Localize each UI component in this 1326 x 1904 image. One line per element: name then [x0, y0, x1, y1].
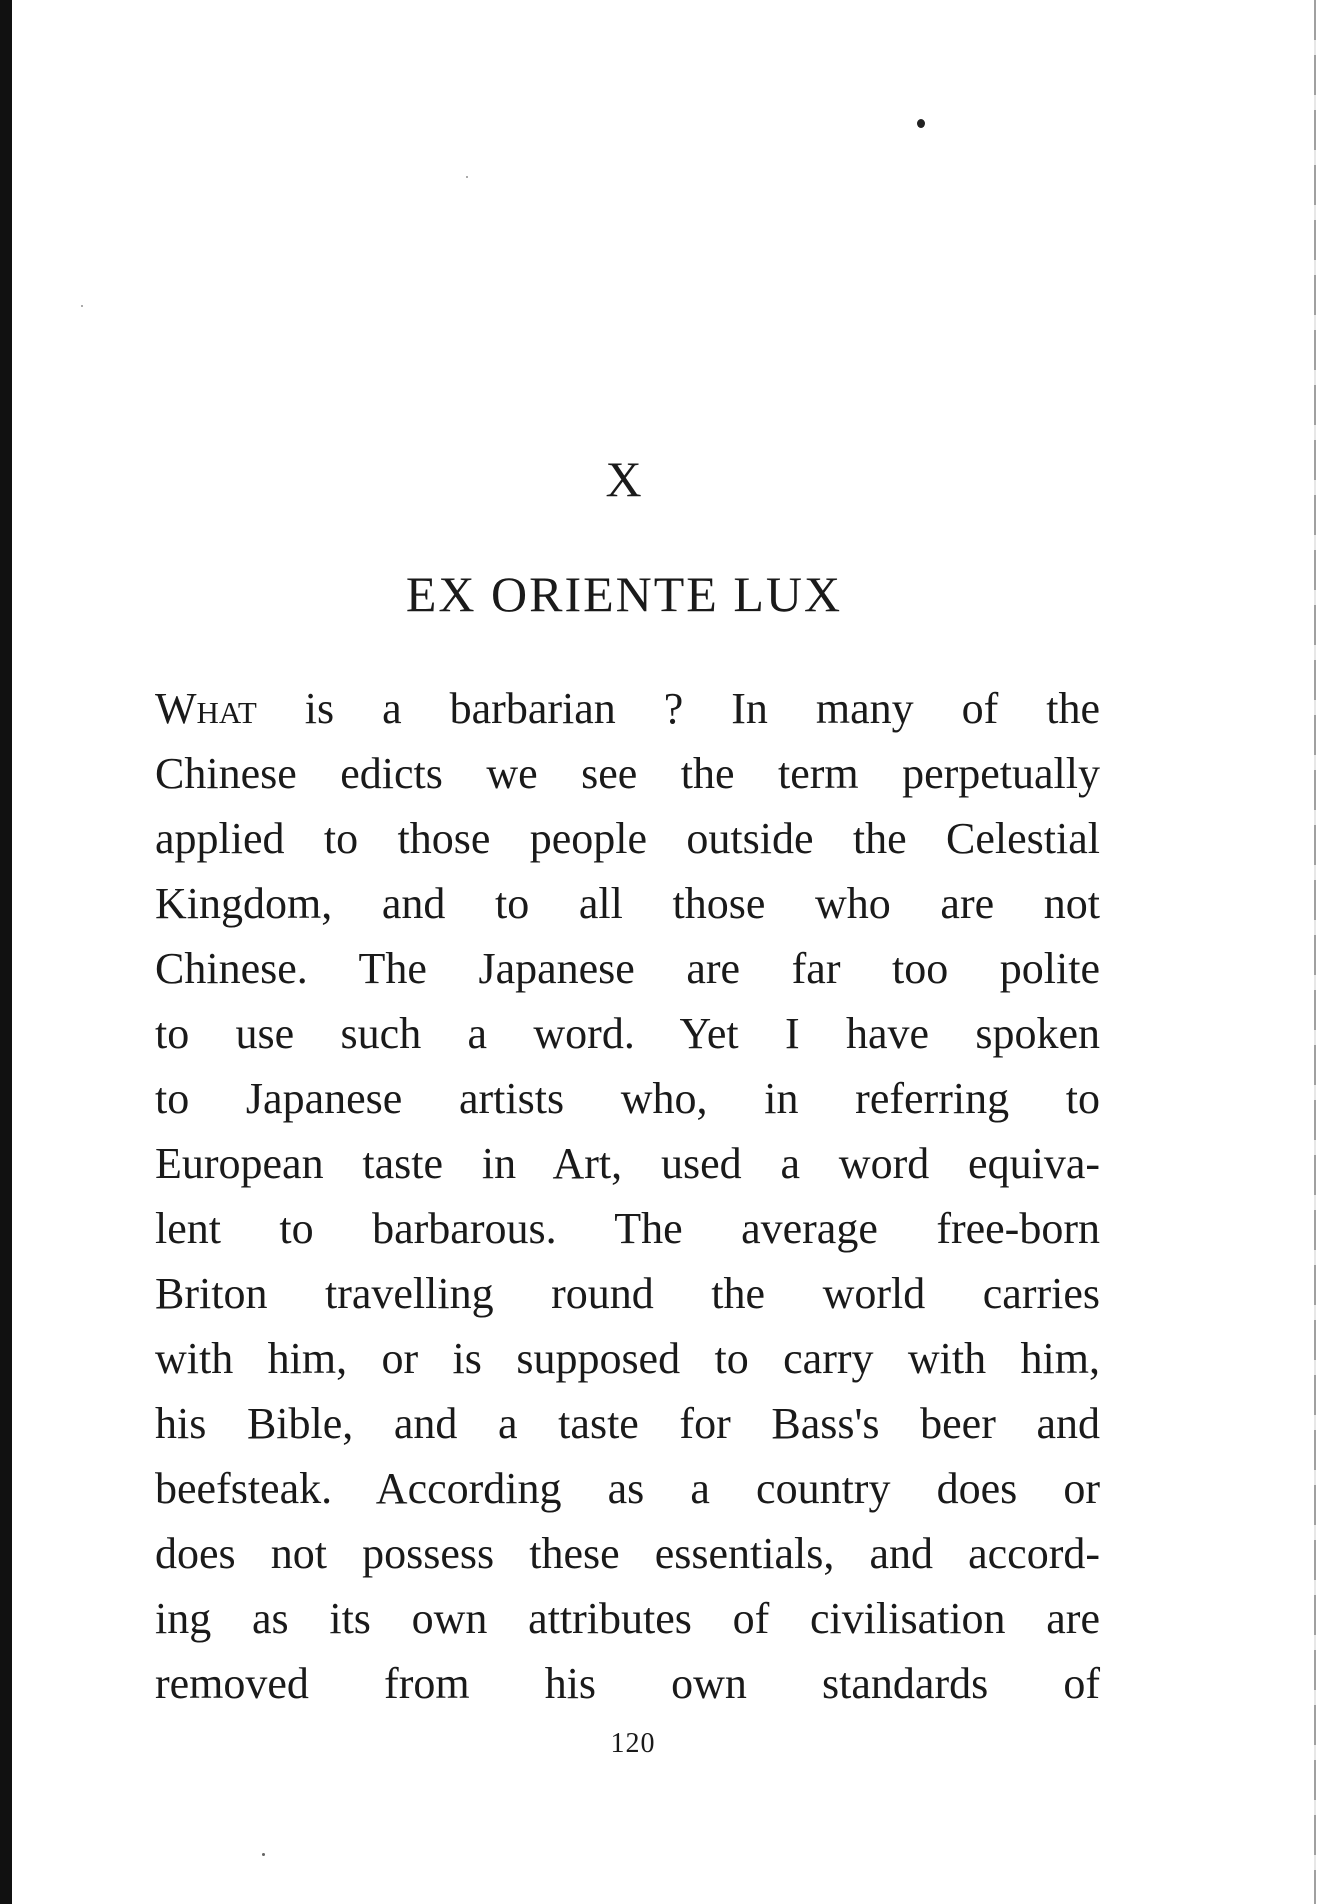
text-line: Briton travelling round the world carries [155, 1269, 1100, 1318]
ink-speck [262, 1853, 265, 1856]
ink-speck [466, 176, 468, 178]
text-line: removed from his own standards of [155, 1659, 1100, 1708]
text-line: European taste in Art, used a word equiva- [155, 1139, 1100, 1188]
ink-speck [917, 119, 925, 128]
text-line: Chinese edicts we see the term perpetually [155, 749, 1100, 798]
text-line: with him, or is supposed to carry with him, [155, 1334, 1100, 1383]
text-line-content: is a barbarian ? In many of the [256, 684, 1100, 733]
page-right-edge [1314, 0, 1316, 1904]
text-line: applied to those people outside the Celestial [155, 814, 1100, 863]
ink-speck [81, 305, 83, 307]
text-line: to Japanese artists who, in referring to [155, 1074, 1100, 1123]
text-line [155, 676, 1100, 741]
text-line: Kingdom, and to all those who are not [155, 879, 1100, 928]
page-left-edge [0, 0, 12, 1904]
text-line: his Bible, and a taste for Bass's beer and [155, 1399, 1100, 1448]
text-line: lent to barbarous. The average free-born [155, 1204, 1100, 1253]
chapter-number: X [605, 451, 643, 507]
text-line: to use such a word. Yet I have spoken [155, 1009, 1100, 1058]
body-text [155, 676, 1100, 1716]
text-line: beefsteak. According as a country does or [155, 1464, 1100, 1513]
text-line: ing as its own attributes of civilisation are [155, 1594, 1100, 1643]
text-line: Chinese. The Japanese are far too polite [155, 944, 1100, 993]
first-word: What [155, 684, 257, 733]
text-line: does not possess these essentials, and accord- [155, 1529, 1100, 1578]
page-number: 120 [610, 1728, 656, 1759]
chapter-title: EX ORIENTE LUX [405, 566, 843, 622]
